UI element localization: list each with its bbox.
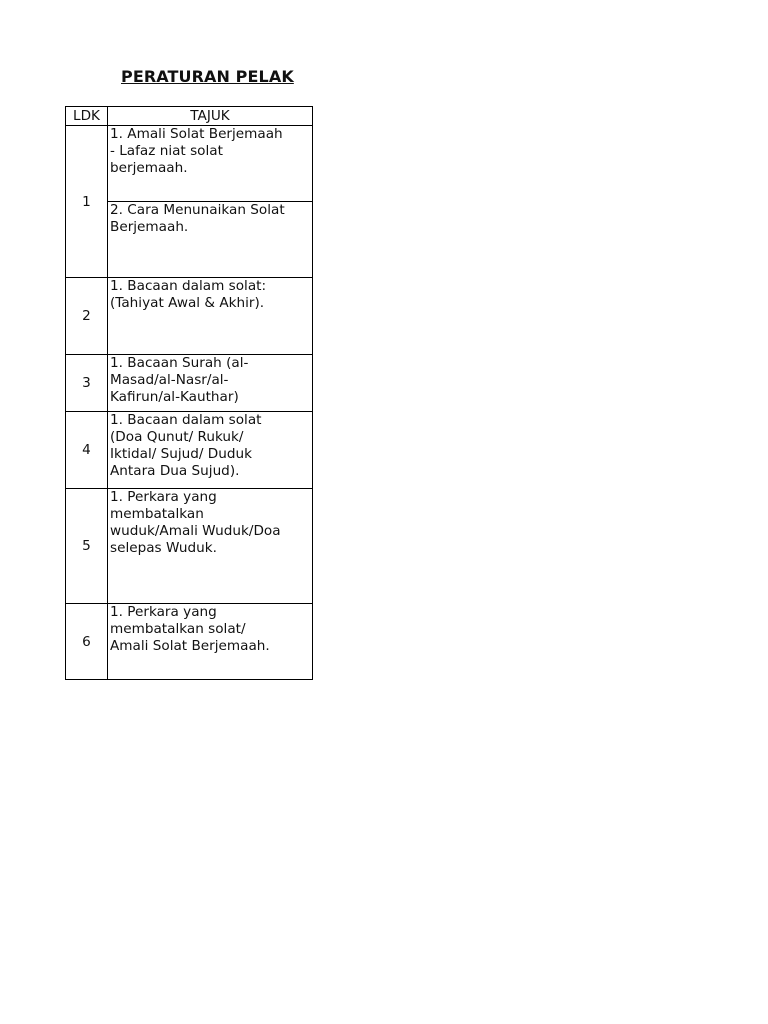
tajuk-cell: 1. Bacaan dalam solat (Doa Qunut/ Rukuk/ Iktidal/ Sujud/ Duduk Antara Dua Sujud). xyxy=(108,412,313,489)
tajuk-cell: 1. Bacaan dalam solat: (Tahiyat Awal & Akhir). xyxy=(108,278,313,355)
ldk-cell: 5 xyxy=(66,489,108,604)
ldk-cell: 6 xyxy=(66,604,108,680)
tajuk-cell: 2. Cara Menunaikan Solat Berjemaah. xyxy=(108,202,313,278)
header-ldk: LDK xyxy=(66,107,108,126)
tajuk-cell: 1. Amali Solat Berjemaah - Lafaz niat solat berjemaah. xyxy=(108,126,313,202)
header-tajuk: TAJUK xyxy=(108,107,313,126)
table-header-row xyxy=(66,107,313,126)
ldk-cell: 1 xyxy=(66,126,108,278)
table-row xyxy=(66,126,313,202)
ldk-cell: 4 xyxy=(66,412,108,489)
table-row xyxy=(66,412,313,489)
ldk-cell: 3 xyxy=(66,355,108,412)
tajuk-cell: 1. Bacaan Surah (al- Masad/al-Nasr/al- Kafirun/al-Kauthar) xyxy=(108,355,313,412)
ldk-table xyxy=(65,106,313,680)
tajuk-cell: 1. Perkara yang membatalkan wuduk/Amali Wuduk/Doa selepas Wuduk. xyxy=(108,489,313,604)
document-title: PERATURAN PELAK xyxy=(121,67,294,86)
ldk-cell: 2 xyxy=(66,278,108,355)
tajuk-cell: 1. Perkara yang membatalkan solat/ Amali Solat Berjemaah. xyxy=(108,604,313,680)
table-row xyxy=(66,604,313,680)
table-row xyxy=(66,278,313,355)
table-row xyxy=(66,355,313,412)
table-row xyxy=(66,489,313,604)
